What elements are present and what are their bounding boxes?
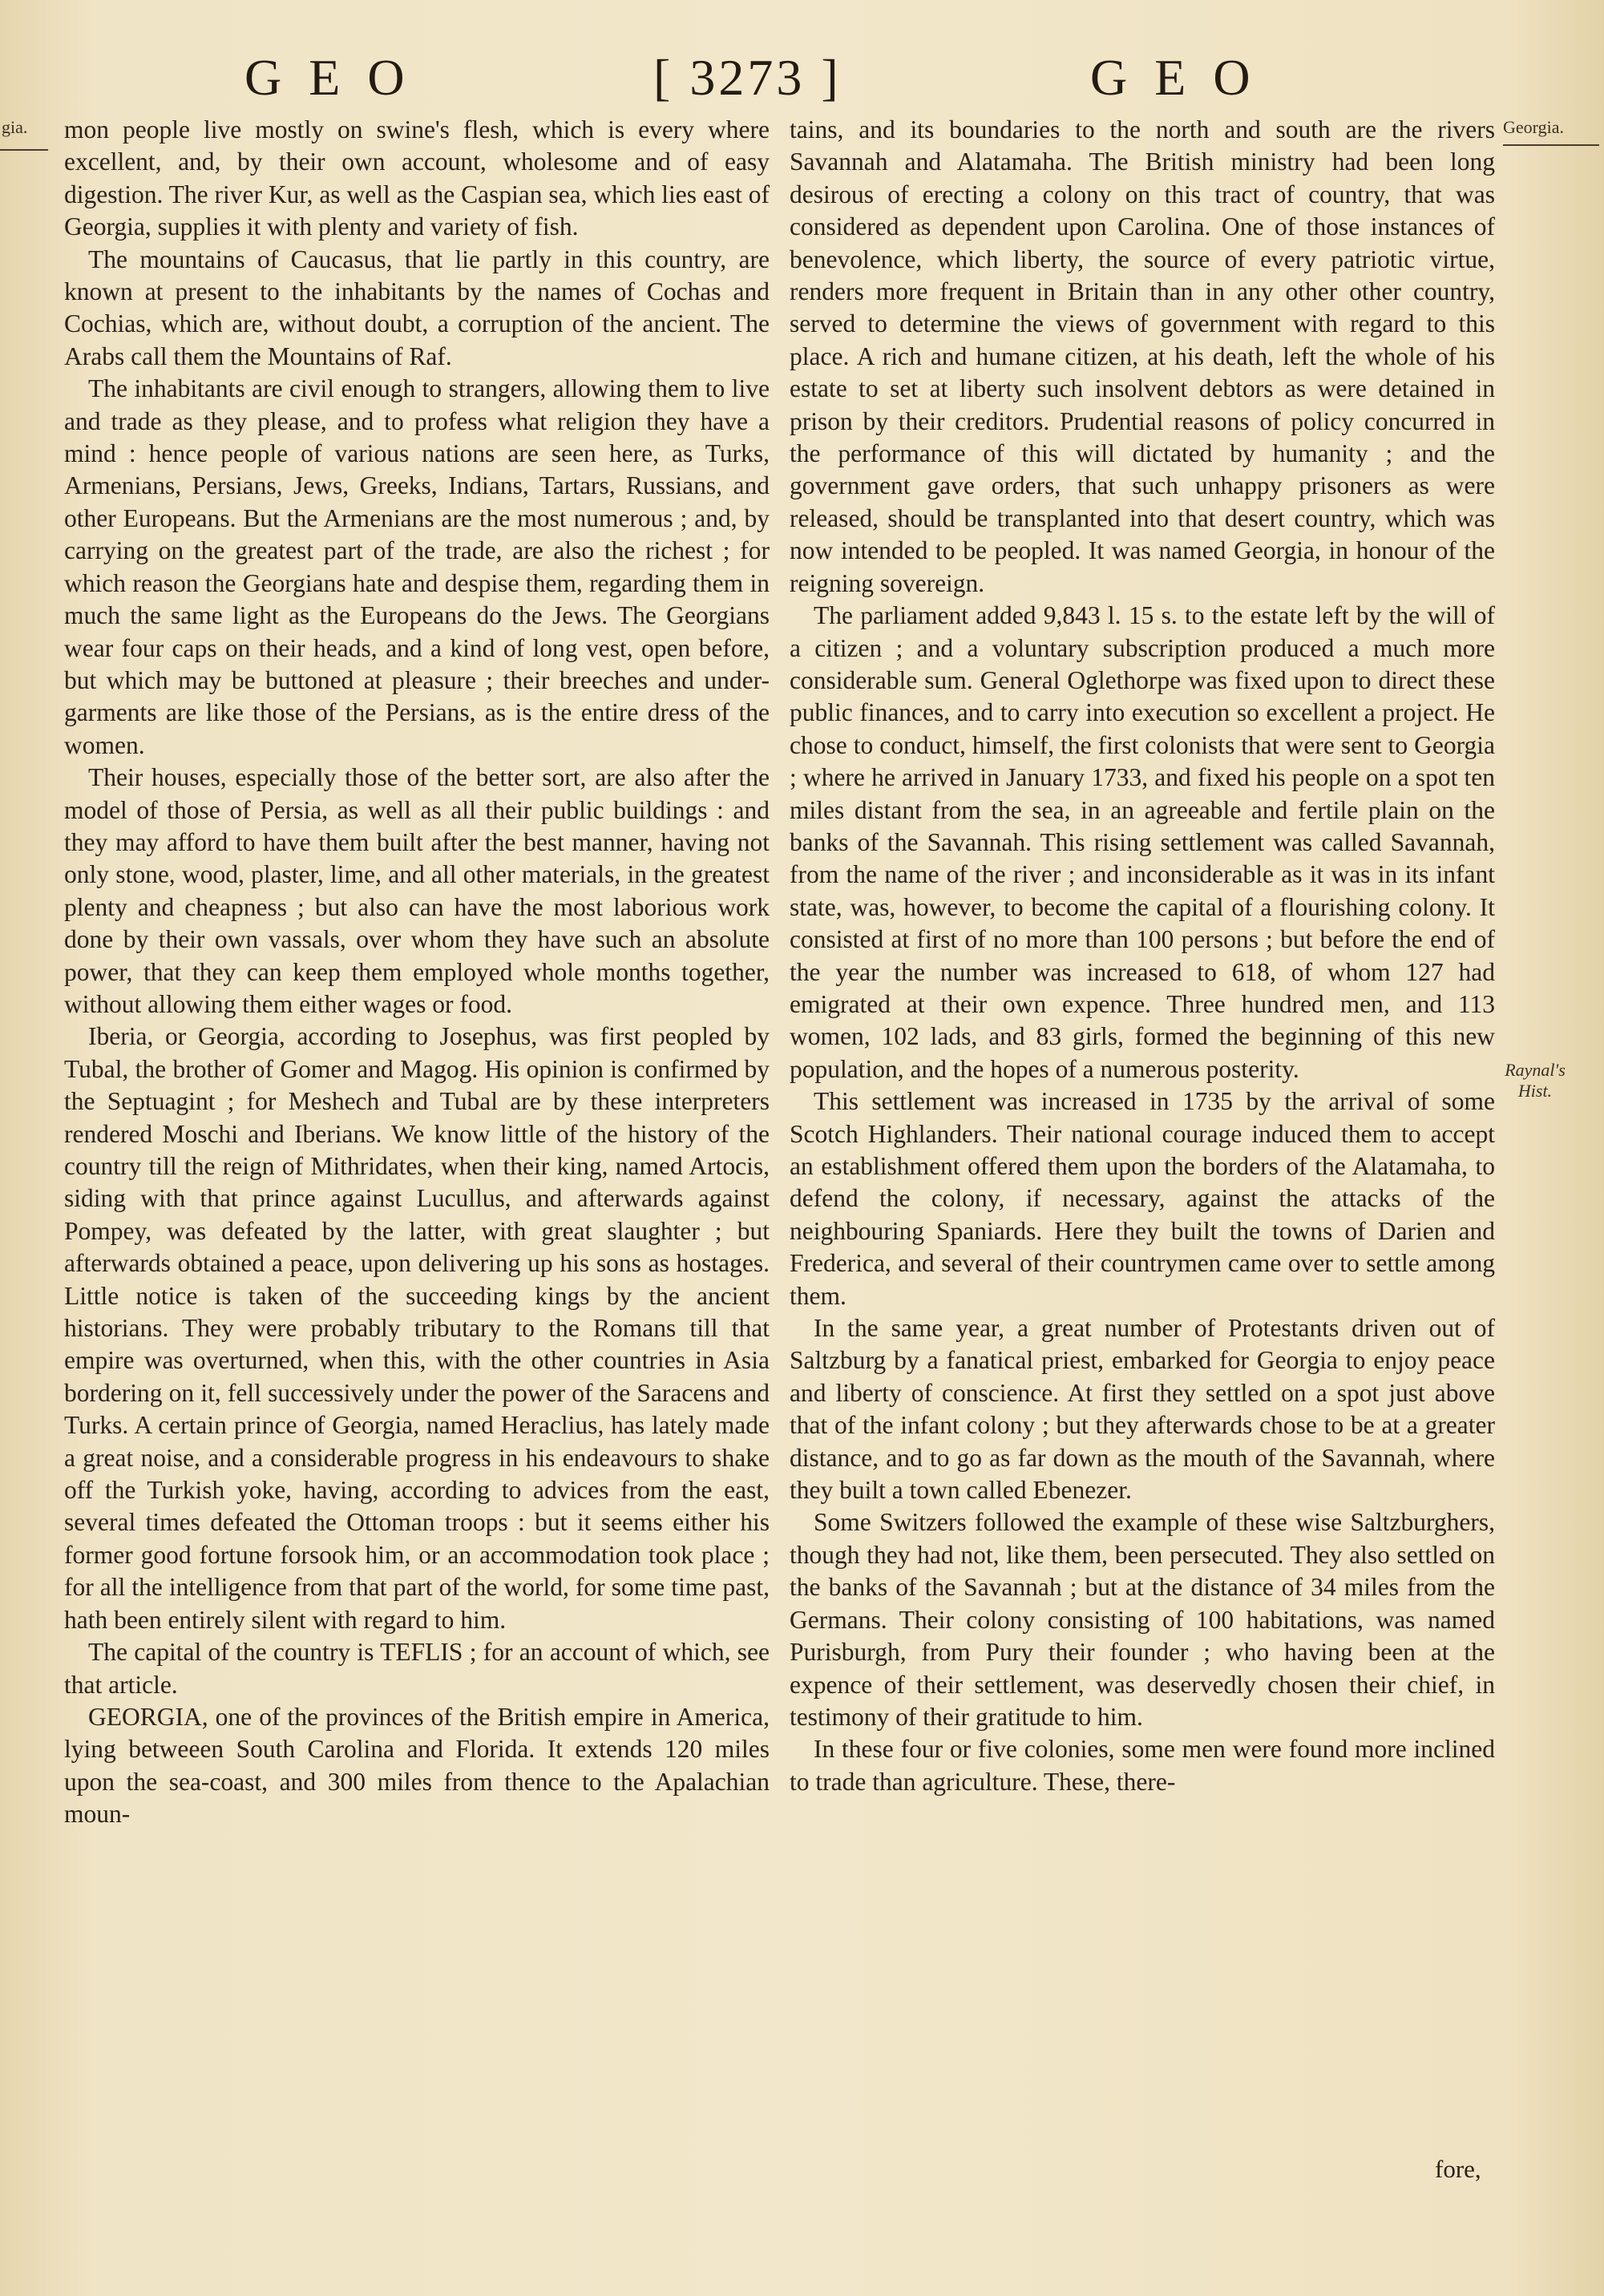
running-header [0,48,1604,120]
left-column [64,114,770,2230]
catchword: fore, [1435,2155,1481,2183]
paragraph: In the same year, a great number of Protestants driven out of Saltzburg by a fanatical priest, embarked for Georgia to enjoy peace and liberty of conscience. At first they settled on a spot just above that of the infant colony ; but they afterwards chose to be at a greater distance, and to go as far down as the mouth of the Savannah, where they built a town called Ebenezer. [790,1314,1495,1505]
margin-note-georgia: Georgia. [1503,117,1564,137]
page-number: [ 3273 ] [653,49,842,106]
paragraph: The parliament added 9,843 l. 15 s. to the estate left by the will of a citizen ; and a voluntary subscription produced a much more considerable sum. General Oglethorpe was fixed upon to direct these public finances, and to carry into execution so excellent a project. He chose to conduct, himself, the first colonists that were sent to Georgia ; where he arrived in January 1733, and fixed his people on a spot ten miles distant from the sea, in an agreeable and fertile plain on the banks of the Savannah. This rising settlement was called Savannah, from the name of the river ; and inconsiderable as it was in its infant state, was, however, to become the capital of a flourishing colony. It consisted at first of no more than 100 persons ; but before the end of the year the number was increased to 618, of whom 127 had emigrated at their own expence. Three hundred men, and 113 women, 102 lads, and 83 girls, formed the beginning of this new population, and the hopes of a numerous posterity. [790,601,1495,1083]
margin-note-raynal: Raynal's Hist. [1505,1060,1566,1101]
paragraph: The inhabitants are civil enough to strangers, allowing them to live and trade as they please, and to profess what religion they have a mind : hence people of various nations are seen here, as Turks, Armenians, Persians, Jews, Greeks, Indians, Tartars, Russians, and other Europeans. But the Armenians are the most numerous ; and, by carrying on the greatest part of the trade, are also the richest ; for which reason the Georgians hate and despise them, regarding them in much the same light as the Europeans do the Jews. The Georgians wear four caps on their heads, and a kind of long vest, open before, but which may be buttoned at pleasure ; their breeches and under-garments are like those of the Persians, as is the entire dress of the women. [64,374,770,759]
margin-note-left: gia. [2,117,28,137]
paragraph: In these four or five colonies, some men were found more inclined to trade than agriculture. These, there- [790,1735,1495,1796]
right-column [790,114,1495,2230]
paragraph: The mountains of Caucasus, that lie partly in this country, are known at present to the inhabitants by the names of Cochas and Cochias, which are, without doubt, a corruption of the ancient. The Arabs call them the Mountains of Raf. [64,245,770,370]
paragraph: The capital of the country is TEFLIS ; for an account of which, see that article. [64,1638,770,1699]
paragraph: Their houses, especially those of the better sort, are also after the model of those of Persia, as well as all their public buildings : and they may afford to have them built after the best manner, having not only stone, wood, plaster, lime, and all other materials, in the greatest plenty and cheapness ; but also can have the most laborious work done by their own vassals, over whom they have such an absolute power, that they can keep them employed whole months together, without allowing them either wages or food. [64,763,770,1018]
margin-rule-left [0,149,48,151]
paragraph: Some Switzers followed the example of these wise Saltzburghers, though they had not, like them, been persecuted. They also settled on the banks of the Savannah ; but at the distance of 34 miles from the Germans. Their colony consisting of 100 habitations, was named Purisburgh, from Pury their founder ; who having been at the expence of their settlement, was deservedly chosen their chief, in testimony of their gratitude to him. [790,1508,1495,1731]
paragraph: mon people live mostly on swine's flesh, which is every where excellent, and, by their own account, wholesome and of easy digestion. The river Kur, as well as the Caspian sea, which lies east of Georgia, supplies it with plenty and variety of fish. [64,115,770,241]
paragraph: GEORGIA, one of the provinces of the British empire in America, lying betweeen South Carolina and Florida. It extends 120 miles upon the sea-coast, and 300 miles from thence to the Apalachian moun- [64,1702,770,1829]
margin-rule-right [1503,144,1599,146]
paragraph: This settlement was increased in 1735 by the arrival of some Scotch Highlanders. Their national courage induced them to accept an establishment offered them upon the borders of the Alatamaha, to defend the colony, if necessary, against the attacks of the neighbouring Spaniards. Here they built the towns of Darien and Frederica, and several of their countrymen came over to settle among them. [790,1087,1495,1310]
header-left-word: GEO [244,49,432,106]
header-right-word: GEO [1090,49,1278,106]
paragraph: Iberia, or Georgia, according to Josephus, was first peopled by Tubal, the brother of Gomer and Magog. His opinion is confirmed by the Septuagint ; for Meshech and Tubal are by these interpreters rendered Moschi and Iberians. We know little of the history of the country till the reign of Mithridates, when their king, named Artocis, siding with that prince against Lucullus, and afterwards against Pompey, was defeated by the latter, with great slaughter ; but afterwards obtained a peace, upon delivering up his sons as hostages. Little notice is taken of the succeeding kings by the ancient historians. They were probably tributary to the Romans till that empire was overturned, when this, with the other countries in Asia bordering on it, fell successively under the power of the Saracens and Turks. A certain prince of Georgia, named Heraclius, has lately made a great noise, and a considerable progress in his endeavours to shake off the Turkish yoke, having, according to advices from the east, several times defeated the Ottoman troops : but it seems either his former good fortune forsook him, or an accommodation took place ; for all the intelligence from that part of the world, for some time past, hath been entirely silent with regard to him. [64,1022,770,1634]
paragraph: tains, and its boundaries to the north and south are the rivers Savannah and Alatamaha. The British ministry had been long desirous of erecting a colony on this tract of country, that was considered as dependent upon Carolina. One of those instances of benevolence, which liberty, the source of every patriotic virtue, renders more frequent in Britain than in any other other country, served to determine the views of government with regard to this place. A rich and humane citizen, at his death, left the whole of his estate to set at liberty such insolvent debtors as were detained in prison by their creditors. Prudential reasons of policy concurred in the performance of this will dictated by humanity ; and the government gave orders, that such unhappy prisoners as were released, should be transplanted into that desert country, which was now intended to be peopled. It was named Georgia, in honour of the reigning sovereign. [790,115,1495,597]
